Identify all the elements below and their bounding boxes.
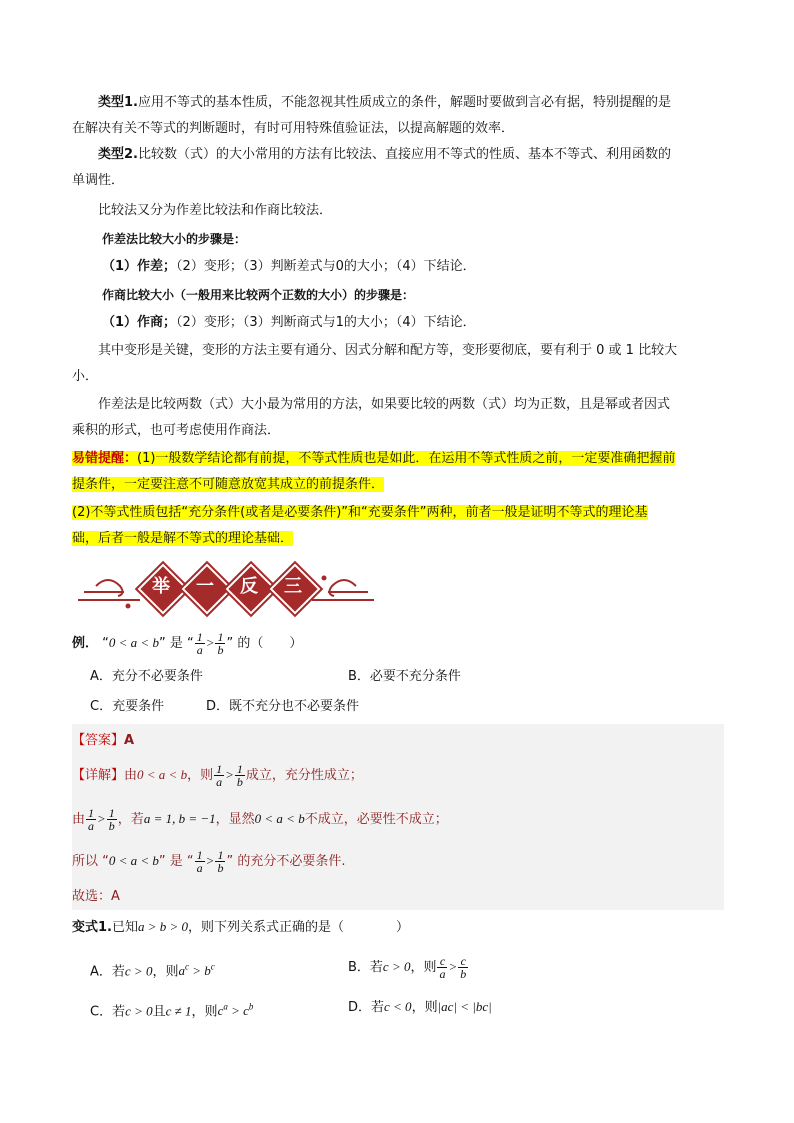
quote-end: ” 的（ ） (226, 636, 303, 651)
answer-line (72, 728, 724, 754)
banner-diamond-2: 一 (182, 564, 228, 610)
diff-method-heading: 作差法比较大小的步骤是： (102, 232, 247, 246)
warning-text3: (2)不等式性质包括“充分条件(或者是必要条件)”和“充要条件”两种，前者一般是证明不等式的理论基 (72, 505, 648, 520)
compare-methods: 比较法又分为作差比较法和作商比较法． (98, 203, 333, 218)
detail-frac-b: $\frac{1}{b}$ (236, 762, 243, 789)
type1-label: 类型1. (98, 95, 138, 110)
answer-value: A (124, 733, 135, 748)
warning-line2 (72, 472, 724, 498)
type2-text1: 比较数（式）的大小常用的方法有比较法、直接应用不等式的性质、基本不等式、利用函数的 (137, 147, 671, 162)
banner-diamond-1: 举 (138, 564, 184, 610)
frac-1-over-a: $\frac{1}{a}$ (196, 630, 203, 657)
warning-text4: 础，后者一般是解不等式的理论基础． (72, 531, 294, 546)
detail-label: 【详解】 (72, 768, 125, 783)
detail-line3: 所以 “0 < a < b” 是 “ $\frac{1}{a}$ > $\frac{1}{b}$ ” 的充分不必要条件. (72, 848, 346, 875)
warning-line1 (72, 446, 724, 472)
warning-line3 (72, 500, 724, 526)
warning-text2: 提条件，一定要注意不可随意放宽其成立的前提条件． (72, 477, 385, 492)
banner-diamond-3: 反 (226, 564, 272, 610)
diff-steps-rest: （2）变形；（3）判断差式与0的大小；（4）下结论． (176, 259, 476, 274)
banner-diamond-4: 三 (270, 564, 316, 610)
quot-method-steps (72, 310, 724, 336)
option-d: D．既不充分也不必要条件 (206, 699, 360, 714)
detail-frac-a: $\frac{1}{a}$ (216, 762, 223, 789)
warning-line4 (72, 526, 724, 552)
quot-steps-rest: （2）变形；（3）判断商式与1的大小；（4）下结论． (176, 315, 476, 330)
variant-option-row-2 (72, 992, 724, 1022)
detail2-frac-a: $\frac{1}{a}$ (88, 806, 95, 833)
quote-mid: ” 是 “ (158, 636, 194, 651)
frac-1-over-b: $\frac{1}{b}$ (217, 630, 224, 657)
section-banner (78, 564, 374, 614)
detail3-frac-a: $\frac{1}{a}$ (196, 848, 203, 875)
option-a: A．充分不必要条件 (90, 669, 203, 684)
type2-line2: 单调性． (72, 173, 125, 188)
option-c: C．充要条件 (90, 699, 165, 714)
detail3-frac-b: $\frac{1}{b}$ (217, 848, 224, 875)
type2-line1 (72, 142, 724, 168)
final-choice: 故选：A (72, 889, 120, 904)
detail-line2: 由 $\frac{1}{a}$ > $\frac{1}{b}$ ，若a = 1, b = −1，显然0 < a < b不成立，必要性不成立； (72, 806, 448, 833)
type2-label: 类型2. (98, 147, 138, 162)
variant-option-b: B．若c > 0，则 $\frac{c}{a}$ > $\frac{c}{b}$ (348, 954, 467, 981)
variant1-label: 变式1. (72, 920, 112, 935)
quot-step1: （1）作商； (102, 315, 177, 330)
type1-line1 (72, 90, 724, 116)
type1-line2: 在解决有关不等式的判断题时，有时可用特殊值验证法，以提高解题的效率． (72, 121, 515, 136)
warning-label: 易错提醒： (72, 451, 138, 466)
variant-option-c: C．若c > 0且c ≠ 1，则$c^a > c^b$ (90, 1002, 254, 1020)
diff-usage-line1: 作差法是比较两数（式）大小最为常用的方法，如果要比较的两数（式）均为正数，且是幂或者因式 (98, 397, 671, 412)
option-row-1 (72, 664, 724, 690)
detail-line1: 【详解】由0 < a < b，则 $\frac{1}{a}$ > $\frac{1}{b}$ 成立，充分性成立； (72, 762, 363, 789)
example-question: 例． “0 < a < b” 是 “ $\frac{1}{a}$ > $\frac{1}{b}$ ” 的（ ） (72, 630, 303, 657)
diff-method-steps (72, 254, 724, 280)
answer-label: 【答案】 (72, 733, 125, 748)
variant-option-a: A．若c > 0，则$a^c > b^c$ (90, 962, 215, 980)
example-condition: 0 < a < b (108, 635, 159, 650)
quote-open: “ (102, 636, 109, 651)
variant-option-d: D．若c < 0，则|ac| < |bc| (348, 999, 492, 1015)
example-label: 例． (72, 636, 99, 651)
option-row-2 (72, 694, 724, 720)
diff-step1: （1）作差； (102, 259, 177, 274)
diff-usage-line2: 乘积的形式，也可考虑使用作商法． (72, 423, 281, 438)
type1-text1: 应用不等式的基本性质，不能忽视其性质成立的条件，解题时要做到言必有据，特别提醒的是 (137, 95, 671, 110)
detail2-frac-b: $\frac{1}{b}$ (108, 806, 115, 833)
variant1-question: 变式1.已知a > b > 0，则下列关系式正确的是（ ） (72, 919, 410, 935)
option-b: B．必要不充分条件 (348, 669, 461, 684)
warning-text1: (1)一般数学结论都有前提，不等式性质也是如此．在运用不等式性质之前，一定要准确把握前 (137, 451, 676, 466)
variant-option-row-1 (72, 952, 724, 982)
quot-method-heading: 作商比较大小（一般用来比较两个正数的大小）的步骤是： (102, 288, 415, 302)
transform-line1: 其中变形是关键，变形的方法主要有通分、因式分解和配方等，变形要彻底，要有利于 0 或 1 比较大 (98, 343, 678, 358)
transform-line2: 小． (72, 369, 99, 384)
